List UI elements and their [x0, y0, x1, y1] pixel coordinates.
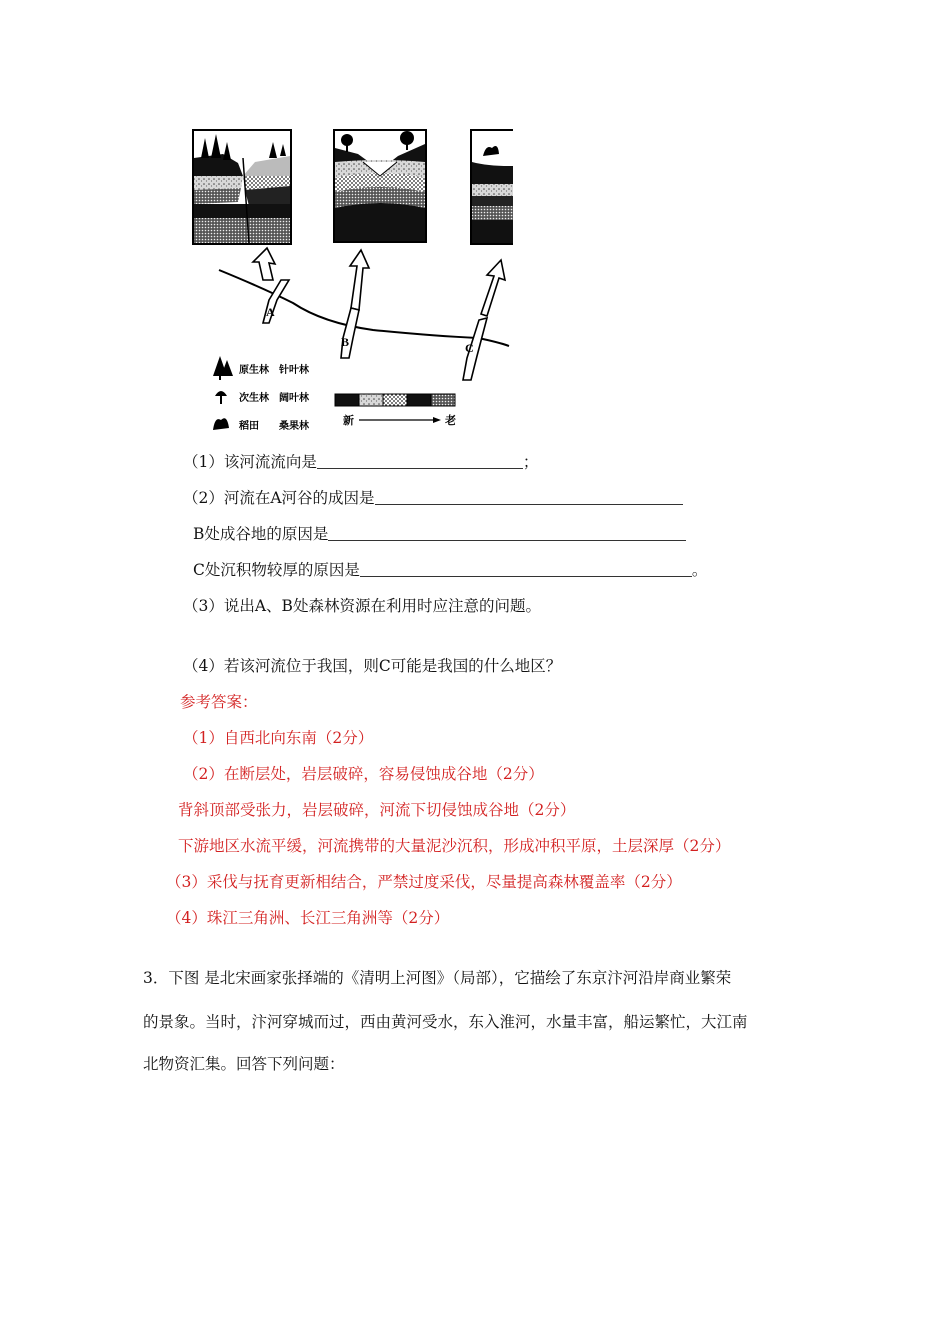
river-profile-diagram [183, 118, 513, 440]
river-geology-figure [183, 118, 513, 440]
answer-2b: 背斜顶部受张力，岩层破碎，河流下切侵蚀成谷地（2分） [178, 801, 576, 819]
question-1 [183, 452, 538, 472]
answers-title: 参考答案： [180, 693, 258, 711]
question-2b [193, 524, 686, 544]
legend-paddy: 稻田 [239, 421, 259, 432]
legend-primary-forest: 原生林 [239, 365, 269, 376]
question-3-intro-line-1: 3．下图 是北宋画家张择端的《清明上河图》（局部），它描绘了东京汴河沿岸商业繁荣 [143, 969, 732, 987]
mulberry-icon [213, 418, 229, 430]
question-3-intro-line-2: 的景象。当时，汴河穿城而过，西由黄河受水，东入淮河，水量丰富，船运繁忙，大江南 [143, 1013, 748, 1031]
legend-secondary-forest: 次生林 [239, 393, 269, 404]
panel-b-anticline [334, 130, 426, 242]
question-2c-text: C处沉积物较厚的原因是 [193, 561, 360, 579]
question-1-text: （1）该河流流向是 [183, 453, 317, 471]
panel-c-sediments [471, 130, 513, 244]
question-1-end: ； [522, 453, 539, 471]
marker-b: B [341, 335, 350, 349]
answer-2: （2）在断层处，岩层破碎，容易侵蚀成谷地（2分） [183, 765, 544, 783]
legend-old: 老 [445, 414, 456, 427]
marker-c: C [465, 341, 474, 355]
question-2-text: （2）河流在A河谷的成因是 [183, 489, 375, 507]
legend-mulberry: 桑果林 [279, 421, 309, 432]
answer-blank-2c[interactable] [360, 561, 692, 577]
answer-blank-2b[interactable] [328, 525, 686, 541]
answer-blank-1[interactable] [317, 453, 523, 469]
arrows [253, 248, 505, 316]
question-4: （4）若该河流位于我国，则C可能是我国的什么地区？ [183, 657, 562, 675]
marker-a: A [266, 305, 275, 319]
conifer-icon [213, 356, 233, 380]
question-3-intro-line-3: 北物资汇集。回答下列问题： [143, 1055, 345, 1073]
river-line [219, 270, 509, 346]
legend-broadleaf: 阔叶林 [279, 393, 309, 404]
question-2b-text: B处成谷地的原因是 [193, 525, 329, 543]
question-2c [193, 560, 707, 580]
question-3: （3）说出A、B处森林资源在利用时应注意的问题。 [183, 597, 541, 615]
question-2 [183, 488, 683, 508]
legend-new: 新 [343, 414, 354, 427]
answer-2c: 下游地区水流平缓，河流携带的大量泥沙沉积，形成冲积平原，土层深厚（2分） [178, 837, 731, 855]
answer-3: （3）采伐与抚育更新相结合，严禁过度采伐，尽量提高森林覆盖率（2分） [166, 873, 682, 891]
broadleaf-icon [215, 391, 227, 404]
strata-age-legend [335, 394, 456, 427]
answer-1: （1）自西北向东南（2分） [183, 729, 374, 747]
legend-conifer: 针叶林 [279, 365, 309, 376]
answer-blank-2a[interactable] [375, 489, 683, 505]
legend [213, 356, 456, 432]
question-2c-end: 。 [691, 561, 708, 579]
answer-4: （4）珠江三角洲、长江三角洲等（2分） [166, 909, 450, 927]
panel-a-fault [193, 130, 291, 244]
